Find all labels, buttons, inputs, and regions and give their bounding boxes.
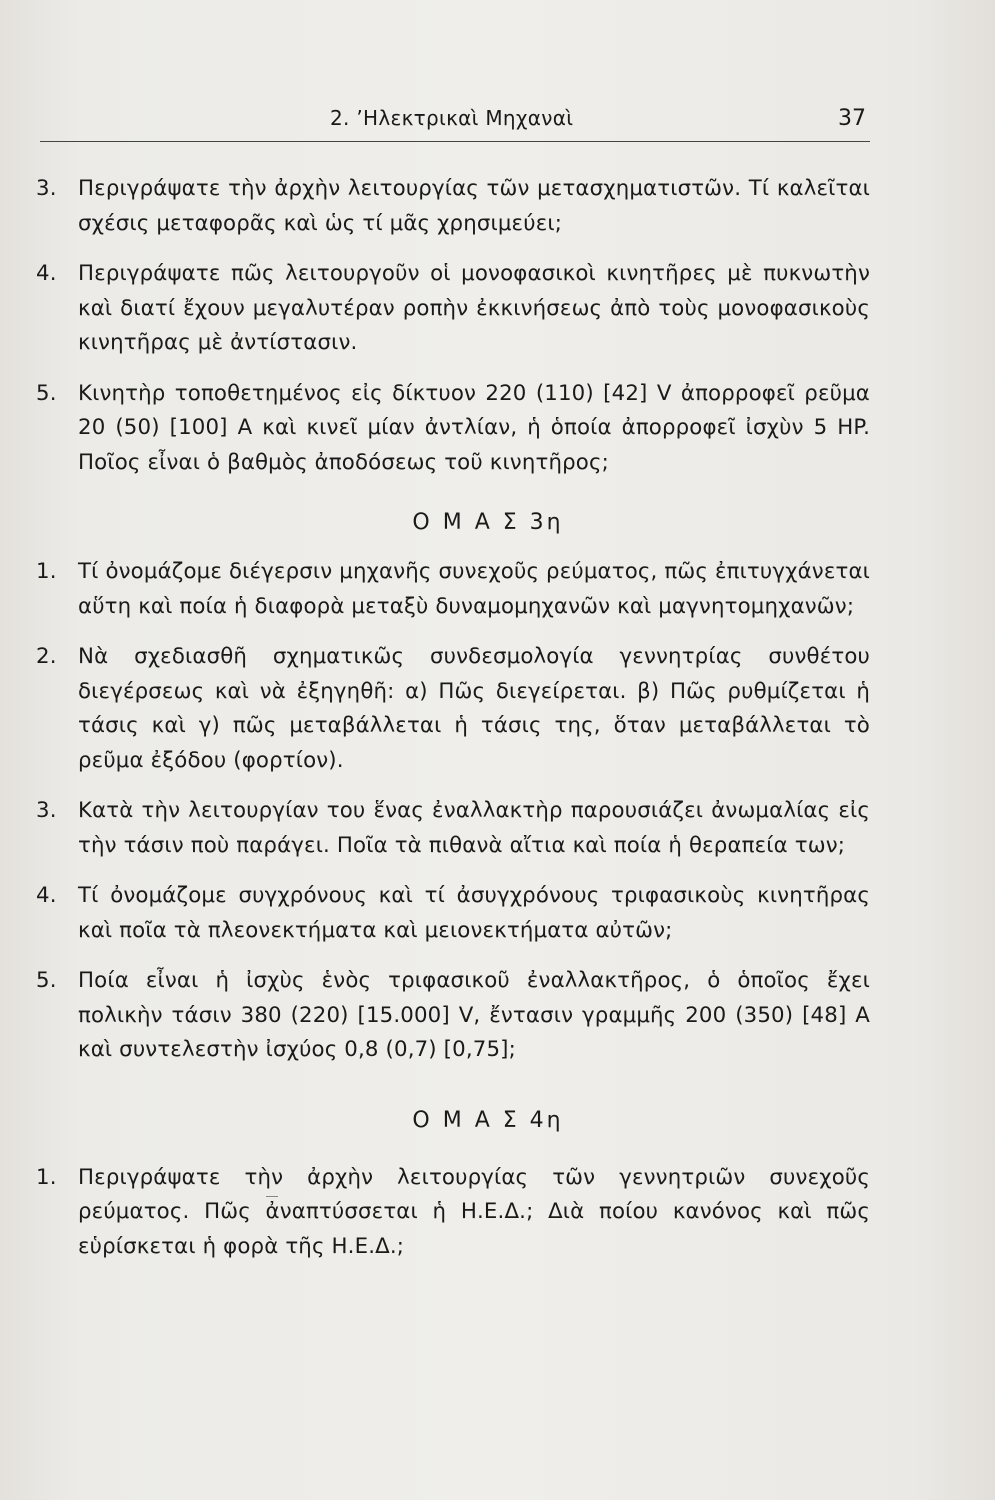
question-number: 2. <box>36 644 57 669</box>
question-item <box>36 172 870 241</box>
page-content <box>36 172 870 1280</box>
question-group-continued <box>36 172 870 480</box>
question-item <box>36 879 870 948</box>
question-text: Περιγράψατε τὴν ἀρχὴν λειτουργίας τῶν μετασχηματιστῶν. Τί καλεῖται σχέσις μεταφορᾶς καὶ ὡς τί μᾶς χρησιμεύει; <box>78 176 870 236</box>
question-text: Τί ὀνομάζομε διέγερσιν μηχανῆς συνεχοῦς ρεύματος, πῶς ἐπιτυγχάνεται αὕτη καὶ ποία ἡ διαφορὰ μεταξὺ δυναμομηχανῶν καὶ μαγνητομηχανῶν; <box>78 559 870 619</box>
question-text: Κινητὴρ τοποθετημένος εἰς δίκτυον 220 (110) [42] V ἀπορροφεῖ ρεῦμα 20 (50) [100] A καὶ κινεῖ μίαν ἀντλίαν, ἡ ὁποία ἀπορροφεῖ ἰσχὺν 5 HP. Ποῖος εἶναι ὁ βαθμὸς ἀποδόσεως τοῦ κινητῆρος; <box>78 380 870 475</box>
question-number: 1. <box>36 559 57 584</box>
question-text: Περιγράψατε πῶς λειτουργοῦν οἱ μονοφασικοὶ κινητῆρες μὲ πυκνωτὴν καὶ διατί ἔχουν μεγαλυτέραν ροπὴν ἐκκινήσεως ἀπὸ τοὺς μονοφασικοὺς κινητῆρας μὲ ἀντίστασιν. <box>78 261 870 355</box>
question-number: 3. <box>36 798 57 823</box>
question-item <box>36 1161 870 1265</box>
question-number: 4. <box>36 883 57 908</box>
question-group-4 <box>36 1108 870 1265</box>
question-text: Νὰ σχεδιασθῆ σχηματικῶς συνδεσμολογία γεννητρίας συνθέτου διεγέρσεως καὶ νὰ ἐξηγηθῆ: α) Πῶς διεγείρεται. β) Πῶς ρυθμίζεται ἡ τάσις καὶ γ) πῶς μεταβάλλεται ἡ τάσις της, ὅταν μεταβάλλεται τὸ ρεῦμα ἐξόδου (φορτίον). <box>78 644 870 773</box>
question-item <box>36 640 870 778</box>
group-title: Ο Μ Α Σ 3η <box>412 510 564 535</box>
question-item <box>36 794 870 863</box>
question-text: Κατὰ τὴν λειτουργίαν του ἕνας ἐναλλακτὴρ παρουσιάζει ἀνωμαλίας εἰς τὴν τάσιν ποὺ παράγει. Ποῖα τὰ πιθανὰ αἴτια καὶ ποία ἡ θεραπεία των; <box>78 798 870 858</box>
question-number: 3. <box>36 176 57 201</box>
question-item <box>36 964 870 1068</box>
question-item <box>36 555 870 624</box>
question-number: 5. <box>36 968 57 993</box>
question-item <box>36 377 870 481</box>
page-header <box>40 106 870 142</box>
question-text: Περιγράψατε τὴν ἀρχὴν λειτουργίας τῶν γεννητριῶν συνεχοῦς ρεύματος. Πῶς ἀναπτύσσεται ἡ Η.Ε.Δ.; Διὰ ποίου κανόνος καὶ πῶς εὑρίσκεται ἡ φορὰ τῆς Η.Ε.Δ.; <box>78 1164 870 1259</box>
page-number: 37 <box>838 106 866 131</box>
question-number: 1. <box>36 1164 57 1190</box>
separator-mark <box>266 1196 278 1197</box>
question-group-3 <box>36 510 870 1068</box>
running-title: 2. ’Ηλεκτρικαὶ Μηχαναὶ <box>330 106 574 130</box>
question-text: Τί ὀνομάζομε συγχρόνους καὶ τί ἀσυγχρόνους τριφασικοὺς κινητῆρας καὶ ποῖα τὰ πλεονεκτήματα καὶ μειονεκτήματα αὐτῶν; <box>78 883 870 943</box>
question-text: Ποία εἶναι ἡ ἰσχὺς ἑνὸς τριφασικοῦ ἐναλλακτῆρος, ὁ ὁποῖος ἔχει πολικὴν τάσιν 380 (220) [15.000] V, ἔντασιν γραμμῆς 200 (350) [48] A καὶ συντελεστὴν ἰσχύος 0,8 (0,7) [0,75]; <box>78 968 870 1062</box>
group-title: Ο Μ Α Σ 4η <box>412 1107 564 1133</box>
question-item <box>36 257 870 361</box>
header-rule <box>40 141 870 142</box>
question-number: 4. <box>36 261 57 286</box>
question-number: 5. <box>36 380 57 406</box>
